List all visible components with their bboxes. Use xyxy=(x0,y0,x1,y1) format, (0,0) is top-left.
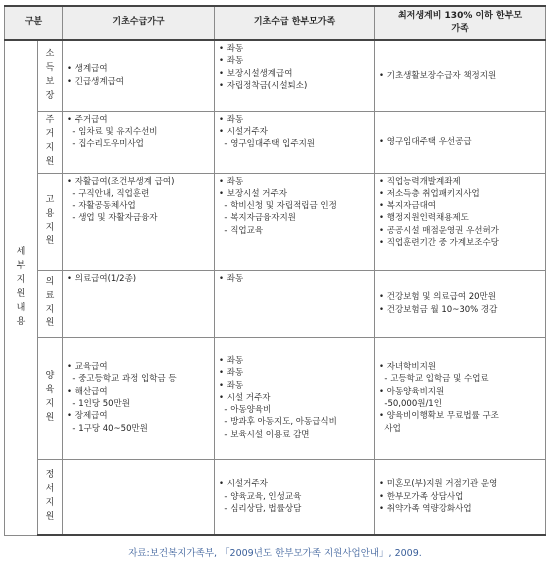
row-label-char: 지 xyxy=(45,222,55,233)
cell-housing-basic-single-parent xyxy=(215,111,375,173)
row-label-char: 원 xyxy=(45,412,55,423)
cell-line-item: - 직업교육 xyxy=(219,225,264,236)
outer-label-char: 용 xyxy=(16,316,26,327)
cell-line-item: • 건강보험 및 의료급여 20만원 xyxy=(379,292,496,303)
header-category: 구분 xyxy=(5,6,63,40)
outer-label-char: 세 xyxy=(16,246,26,257)
cell-emotional-basic-single-parent xyxy=(215,459,375,535)
cell-line-item: • 행정지원인력채용제도 xyxy=(379,213,469,224)
row-label-char: 지 xyxy=(45,143,55,153)
cell-line-item: - 아동양육비 xyxy=(219,405,272,416)
row-label-char: 소 xyxy=(45,48,55,59)
cell-line-item: • 기초생활보장수급자 책정지원 xyxy=(379,70,497,81)
cell-line-item: - 학비신청 및 자립적립금 인정 xyxy=(219,201,337,212)
table-header-row xyxy=(5,6,546,40)
cell-line-item: • 건강보험금 월 10~30% 경감 xyxy=(379,304,498,315)
row-label-housing xyxy=(38,111,63,173)
cell-line-item: - 방과후 아동지도, 아동급식비 xyxy=(219,417,337,428)
row-label-char: 장 xyxy=(45,90,55,101)
cell-line-item: • 좌동 xyxy=(219,176,244,187)
cell-childcare-basic-household xyxy=(63,337,215,459)
cell-housing-low-income xyxy=(375,111,546,173)
cell-line-item: • 복지자금대여 xyxy=(379,201,436,212)
cell-childcare-basic-single-parent xyxy=(215,337,375,459)
row-label-char: 료 xyxy=(45,290,55,301)
source-caption: 자료:보건복지가족부, 「2009년도 한부모가족 지원사업안내」, 2009. xyxy=(128,548,422,559)
cell-line-item: - 1인당 50만원 xyxy=(67,399,130,409)
cell-line-item: • 자녀학비지원 xyxy=(379,362,436,373)
outer-label-char: 부 xyxy=(16,260,26,271)
cell-line-item: - 중고등학교 과정 입학금 등 xyxy=(67,374,177,385)
cell-line-item: • 자활급여(조건부생계 급여) xyxy=(67,176,175,187)
outer-label-char: 지 xyxy=(16,274,26,285)
cell-childcare-low-income xyxy=(375,337,546,459)
cell-line-item: • 좌동 xyxy=(219,56,244,67)
cell-line-item: - 임차료 및 유지수선비 xyxy=(67,126,158,137)
cell-line-item: - 자활공동체사업 xyxy=(67,201,136,212)
cell-emotional-low-income xyxy=(375,459,546,535)
row-label-char: 거 xyxy=(45,129,55,140)
header-low-income-single-parent xyxy=(375,6,546,40)
cell-line-item: • 시설 거주자 xyxy=(219,392,271,403)
cell-line-item: • 직업능력개발계좌제 xyxy=(379,176,461,187)
row-label-employment xyxy=(38,173,63,270)
cell-line-item: • 좌동 xyxy=(219,368,244,379)
cell-income-low-income xyxy=(375,40,546,111)
outer-label-detailed-support xyxy=(5,40,38,535)
table-row xyxy=(5,270,546,337)
table-row xyxy=(5,459,546,535)
cell-line-item: - 생업 및 자활자금융자 xyxy=(67,213,158,224)
row-label-char: 원 xyxy=(45,236,55,247)
header-basic-single-parent: 기초수급 한부모가족 xyxy=(215,6,375,40)
cell-line-item: • 교육급여 xyxy=(67,362,108,373)
row-label-char: 원 xyxy=(45,156,55,167)
cell-emotional-basic-household xyxy=(63,459,215,535)
cell-line-item: • 좌동 xyxy=(219,380,244,391)
cell-line-item: • 보장시설생계급여 xyxy=(219,68,293,79)
cell-line-item: - 복지자금융자지원 xyxy=(219,213,296,224)
cell-line-item: • 공공시설 매점운영권 우선허가 xyxy=(379,225,499,236)
row-label-char: 용 xyxy=(45,208,55,219)
row-label-char: 의 xyxy=(45,276,55,287)
cell-line-item: - 양육교육, 인성교육 xyxy=(219,491,302,502)
cell-line-item: • 장제급여 xyxy=(67,411,108,422)
cell-employment-basic-single-parent xyxy=(215,173,375,270)
cell-income-basic-single-parent xyxy=(215,40,375,111)
table-row xyxy=(5,173,546,270)
cell-line-item: - 집수리도우미사업 xyxy=(67,139,144,150)
cell-medical-basic-single-parent xyxy=(215,270,375,337)
cell-housing-basic-household xyxy=(63,111,215,173)
cell-line-item: • 긴급생계급여 xyxy=(67,76,124,87)
header-col3-line2: 가족 xyxy=(451,24,469,34)
row-label-char: 지 xyxy=(45,399,55,409)
row-label-char: 득 xyxy=(45,62,55,73)
cell-line-item: • 좌동 xyxy=(219,44,244,54)
cell-line-item: • 취약가족 역량강화사업 xyxy=(379,503,472,514)
row-label-char: 보 xyxy=(45,76,55,87)
cell-line-item: - 보육시설 이용료 감면 xyxy=(219,429,310,440)
cell-line-item: - 고등학교 입학금 및 수업료 xyxy=(379,374,489,385)
row-label-char: 양 xyxy=(45,371,55,382)
support-table xyxy=(4,5,546,536)
row-label-char: 고 xyxy=(45,194,55,205)
cell-medical-low-income xyxy=(375,270,546,337)
cell-line-item: • 미혼모(부)지원 거점기관 운영 xyxy=(379,479,498,490)
row-label-emotional xyxy=(38,459,63,535)
row-label-income xyxy=(38,40,63,111)
cell-line-item: • 주거급여 xyxy=(67,114,108,125)
row-label-char: 육 xyxy=(45,385,55,396)
row-label-char: 지 xyxy=(45,304,55,315)
cell-line-item: • 아동양육비지원 xyxy=(379,386,445,397)
cell-line-item: - 영구임대주택 입주지원 xyxy=(219,139,316,150)
cell-line-item: • 영구임대주택 우선공급 xyxy=(379,136,472,147)
cell-line-item: • 좌동 xyxy=(219,273,244,284)
header-col3-line1: 최저생계비 130% 이하 한부모 xyxy=(397,10,523,21)
cell-line-item: -50,000원/1인 xyxy=(379,399,442,409)
cell-line-item: • 좌동 xyxy=(219,355,244,366)
cell-line-item: • 한부모가족 상담사업 xyxy=(379,491,464,502)
cell-line-item: • 직업훈련기간 중 가계보조수당 xyxy=(379,238,499,249)
cell-line-item: • 좌동 xyxy=(219,114,244,125)
row-label-char: 원 xyxy=(45,511,55,522)
header-basic-household: 기초수급가구 xyxy=(63,6,215,40)
cell-line-item: • 보장시설 거주자 xyxy=(219,188,287,199)
row-label-medical xyxy=(38,270,63,337)
cell-line-item: • 시설거주자 xyxy=(219,126,268,137)
cell-line-item: • 저소득층 취업패키지사업 xyxy=(379,188,480,199)
table-row xyxy=(5,40,546,111)
cell-line-item: • 의료급여(1/2종) xyxy=(67,273,137,284)
cell-medical-basic-household xyxy=(63,270,215,337)
row-label-char: 원 xyxy=(45,318,55,329)
cell-line-item: • 양육비이행확보 무료법률 구조 xyxy=(379,411,499,422)
cell-line-item: - 구직안내, 직업훈련 xyxy=(67,188,150,199)
cell-line-item: • 해산급여 xyxy=(67,386,108,397)
cell-line-item: • 생계급여 xyxy=(67,64,108,75)
row-label-char: 서 xyxy=(45,483,55,494)
table-row xyxy=(5,111,546,173)
cell-line-item: - 1구당 40~50만원 xyxy=(67,423,148,434)
cell-employment-low-income xyxy=(375,173,546,270)
outer-label-char: 원 xyxy=(16,288,26,299)
outer-label-char: 내 xyxy=(16,302,26,313)
cell-employment-basic-household xyxy=(63,173,215,270)
row-label-char: 지 xyxy=(45,497,55,508)
row-label-char: 주 xyxy=(45,115,55,126)
cell-line-item: • 시설거주자 xyxy=(219,479,268,490)
table-row xyxy=(5,337,546,459)
cell-income-basic-household xyxy=(63,40,215,111)
cell-line-item: • 자립정착금(시설퇴소) xyxy=(219,80,308,91)
row-label-char: 정 xyxy=(45,469,55,480)
cell-line-item: - 심리상담, 법률상담 xyxy=(219,503,302,514)
row-label-childcare xyxy=(38,337,63,459)
cell-line-item: 사업 xyxy=(379,423,401,434)
